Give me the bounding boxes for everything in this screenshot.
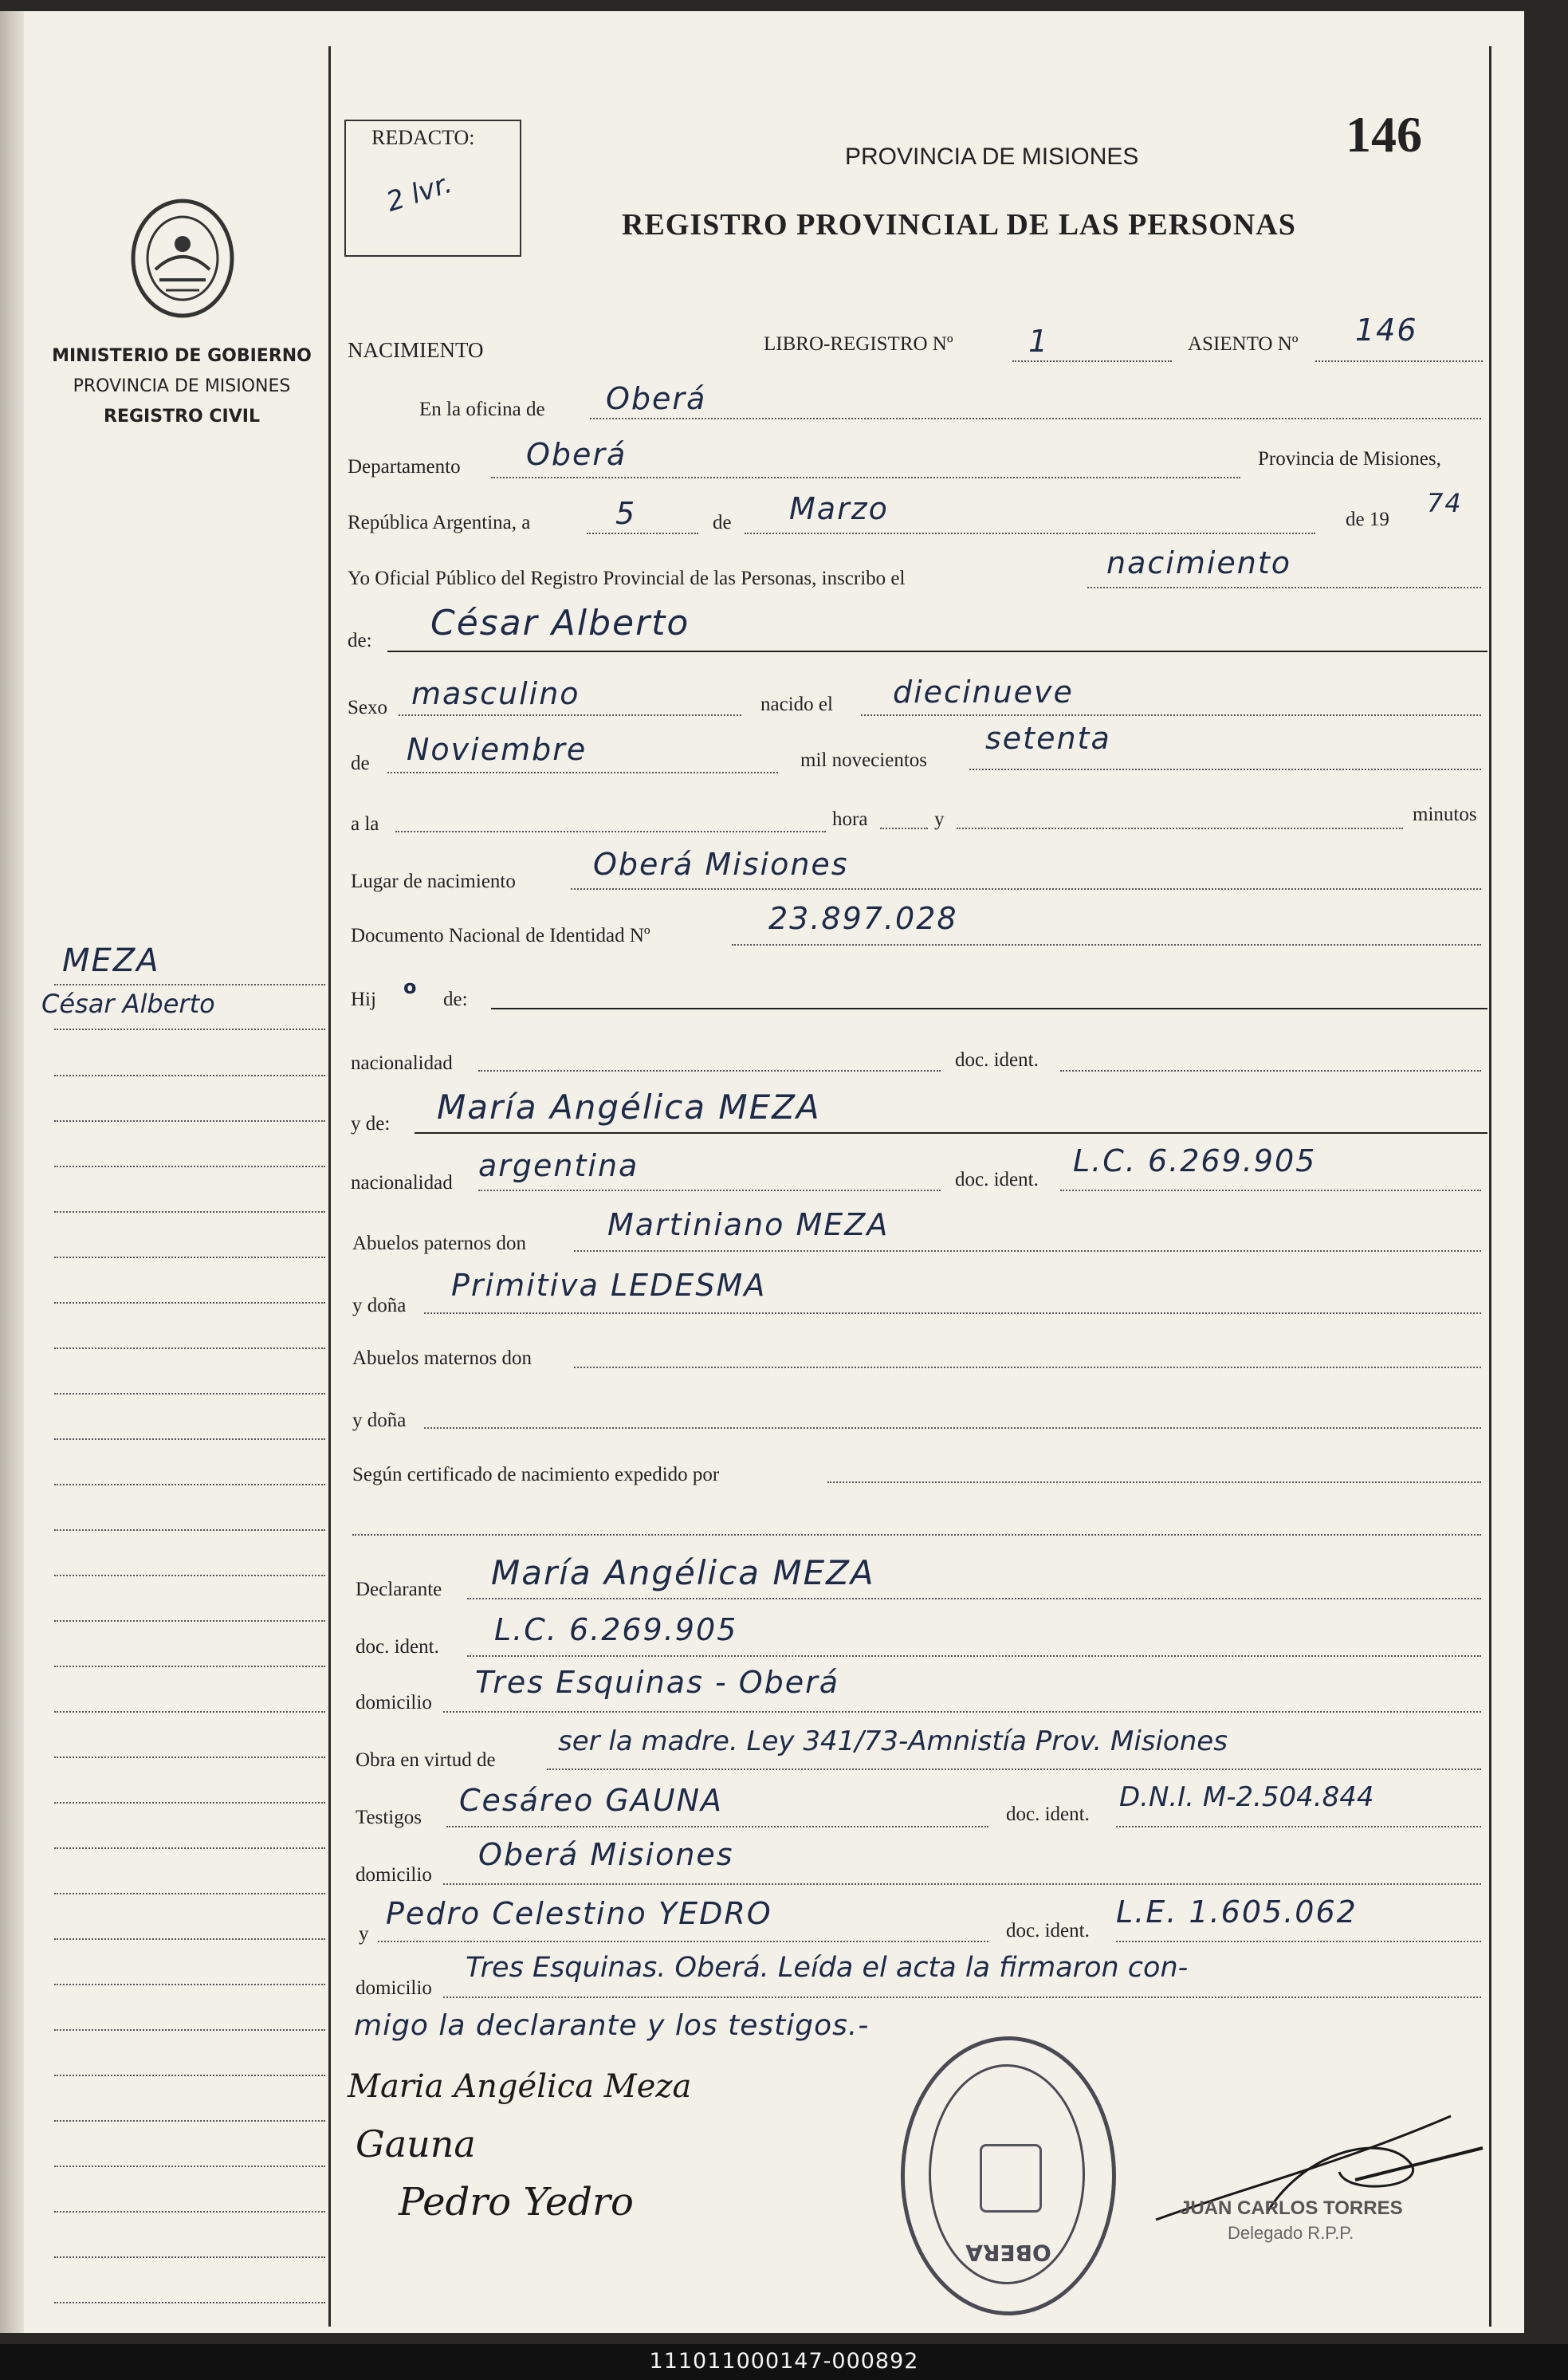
ministerio-label: MINISTERIO DE GOBIERNO [52, 346, 312, 366]
scan-footer [0, 2344, 1568, 2380]
oficial-value: nacimiento [1106, 545, 1292, 580]
docident5-value: L.E. 1.605.062 [1116, 1894, 1358, 1930]
nacionalidad2-value: argentina [478, 1148, 639, 1183]
margin-given-names: César Alberto [41, 989, 215, 1019]
nacido-value: diecinueve [893, 675, 1074, 710]
oficina-label: En la oficina de [419, 399, 545, 420]
hijo-suffix: o [403, 976, 419, 998]
domicilio2-label: domicilio [356, 1864, 432, 1886]
registro-civil-label: REGISTRO CIVIL [104, 407, 260, 427]
margin-ruled-line [54, 1847, 325, 1849]
madre-value: María Angélica MEZA [437, 1088, 821, 1127]
signature-yedro: Pedro Yedro [399, 2180, 634, 2225]
margin-ruled-line [54, 1711, 325, 1713]
margin-ruled-line [54, 1893, 325, 1894]
margin-ruled-line [54, 2166, 325, 2167]
margin-ruled-line [54, 2075, 325, 2076]
testigo1-value: Cesáreo GAUNA [459, 1783, 724, 1818]
margin-ruled-line [54, 1211, 325, 1213]
abuelos-mat-label: Abuelos maternos don [352, 1347, 532, 1369]
margin-ruled-line [54, 2256, 325, 2258]
lugar-label: Lugar de nacimiento [351, 871, 516, 892]
hijo-label: Hij [351, 989, 376, 1010]
dni-value: 23.897.028 [768, 901, 958, 936]
margin-ruled-line [54, 1257, 325, 1258]
dni-label: Documento Nacional de Identidad Nº [351, 925, 650, 946]
dia-value: 5 [615, 496, 637, 531]
nacionalidad1-label: nacionalidad [351, 1052, 453, 1074]
oficial-label: Yo Oficial Público del Registro Provincial de las Personas, inscribo el [348, 568, 906, 589]
docident1-label: doc. ident. [955, 1049, 1039, 1071]
departamento-value: Oberá [526, 437, 627, 472]
docident3-value: L.C. 6.269.905 [494, 1612, 738, 1647]
sexo-value: masculino [411, 676, 580, 711]
signature-gauna: Gauna [356, 2122, 476, 2166]
domicilio2-value: Oberá Misiones [478, 1837, 734, 1872]
margin-ruled-line [54, 1756, 325, 1758]
mes-nac-value: Noviembre [407, 732, 588, 767]
sexo-label: Sexo [348, 697, 387, 718]
testigos-label: Testigos [356, 1807, 422, 1828]
libro-value: 1 [1028, 324, 1050, 359]
nacionalidad2-label: nacionalidad [351, 1172, 453, 1194]
y-label: y [934, 808, 945, 830]
binding-edge [0, 11, 24, 2333]
de-label: de [713, 512, 732, 533]
registry-title: REGISTRO PROVINCIAL DE LAS PERSONAS [622, 208, 1296, 242]
docident3-label: doc. ident. [356, 1636, 439, 1658]
margin-ruled-line [54, 2211, 325, 2213]
provincial-seal-icon [128, 196, 238, 321]
redacto-box [344, 120, 521, 257]
obra-label: Obra en virtud de [356, 1749, 496, 1771]
asiento-label: ASIENTO Nº [1188, 333, 1299, 355]
nombre-value: César Alberto [430, 603, 690, 643]
redacto-value: 2 lvr. [382, 167, 456, 218]
margin-ruled-line [54, 1484, 325, 1485]
de3-label: de [351, 753, 370, 774]
margin-ruled-line [54, 1666, 325, 1667]
declarante-label: Declarante [356, 1579, 442, 1600]
margin-ruled-line [54, 1620, 325, 1622]
margin-ruled-line [54, 1575, 325, 1576]
domicilio3-label: domicilio [356, 1977, 432, 1999]
margin-ruled-line [54, 1075, 325, 1076]
margin-ruled-line [54, 1166, 325, 1167]
hijo-de-label: de: [443, 989, 468, 1010]
y2-label: y [359, 1923, 369, 1945]
departamento-label: Departamento [348, 456, 461, 478]
margin-ruled-line [54, 1120, 325, 1122]
margin-ruled-line [54, 1938, 325, 1940]
lugar-value: Oberá Misiones [593, 847, 849, 882]
yde-label: y de: [351, 1113, 391, 1135]
republica-label: República Argentina, a [348, 512, 531, 533]
oficina-value: Oberá [606, 381, 707, 416]
mil-label: mil novecientos [800, 749, 927, 771]
minutos-label: minutos [1413, 804, 1477, 825]
abuelos-pat-value: Martiniano MEZA [607, 1207, 890, 1242]
margin-ruled-line [54, 1302, 325, 1304]
obra-value: ser la madre. Ley 341/73-Amnistía Prov. Misiones [558, 1725, 1228, 1757]
nacimiento-label: NACIMIENTO [348, 338, 484, 362]
docident4-value: D.N.I. M-2.504.844 [1119, 1781, 1374, 1813]
official-title: Delegado R.P.P. [1228, 2223, 1354, 2243]
mes-value: Marzo [789, 491, 889, 526]
provincia-label: PROVINCIA DE MISIONES [73, 376, 291, 396]
asiento-value: 146 [1355, 313, 1418, 348]
barcode-text: 111011000147-000892 [649, 2349, 919, 2374]
domicilio1-label: domicilio [356, 1692, 432, 1713]
domicilio3-value: Tres Esquinas. Oberá. Leída el acta la firmaron con- [466, 1952, 1189, 1984]
cont-value: migo la declarante y los testigos.- [354, 2009, 870, 2042]
margin-ruled-line [54, 1984, 325, 1985]
ydona1-value: Primitiva LEDESMA [451, 1268, 767, 1303]
official-name: JUAN CARLOS TORRES [1180, 2197, 1403, 2219]
margin-ruled-line [54, 1347, 325, 1349]
anio-value: 74 [1427, 488, 1463, 518]
margin-ruled-line [54, 1529, 325, 1531]
anio-nac-value: setenta [985, 721, 1111, 756]
folio-number: 146 [1346, 106, 1422, 163]
stamp-center-text: OBERA [965, 2240, 1051, 2266]
official-round-stamp [901, 2036, 1116, 2315]
ala-label: a la [351, 813, 379, 835]
ydona1-label: y doña [352, 1295, 407, 1316]
redacto-label: REDACTO: [371, 126, 475, 149]
register-page [0, 11, 1524, 2333]
docident5-label: doc. ident. [1006, 1920, 1090, 1941]
margin-ruled-line [54, 2302, 325, 2303]
domicilio1-value: Tres Esquinas - Oberá [475, 1665, 840, 1700]
de2-label: de: [348, 630, 372, 651]
nacido-label: nacido el [760, 694, 833, 715]
segun-label: Según certificado de nacimiento expedido por [352, 1464, 720, 1485]
signature-declarante: Maria Angélica Meza [348, 2068, 692, 2105]
libro-label: LIBRO-REGISTRO Nº [764, 333, 953, 355]
margin-rule [328, 46, 331, 2327]
margin-ruled-line [54, 1438, 325, 1440]
abuelos-pat-label: Abuelos paternos don [352, 1233, 527, 1254]
declarante-value: María Angélica MEZA [491, 1553, 875, 1592]
margin-ruled-line [54, 1802, 325, 1804]
margin-ruled-line [54, 2029, 325, 2031]
anio-label: de 19 [1346, 509, 1389, 530]
province-title: PROVINCIA DE MISIONES [845, 144, 1139, 170]
docident4-label: doc. ident. [1006, 1804, 1090, 1825]
right-rule [1489, 46, 1491, 2327]
testigo2-value: Pedro Celestino YEDRO [386, 1896, 772, 1931]
docident2-label: doc. ident. [955, 1169, 1039, 1190]
provincia-label-form: Provincia de Misiones, [1258, 448, 1441, 470]
hora-label: hora [832, 808, 868, 830]
docident2-value: L.C. 6.269.905 [1073, 1143, 1317, 1178]
margin-ruled-line [54, 2120, 325, 2122]
margin-surname: MEZA [62, 942, 160, 979]
ydona2-label: y doña [352, 1410, 407, 1431]
margin-ruled-line [54, 1393, 325, 1395]
